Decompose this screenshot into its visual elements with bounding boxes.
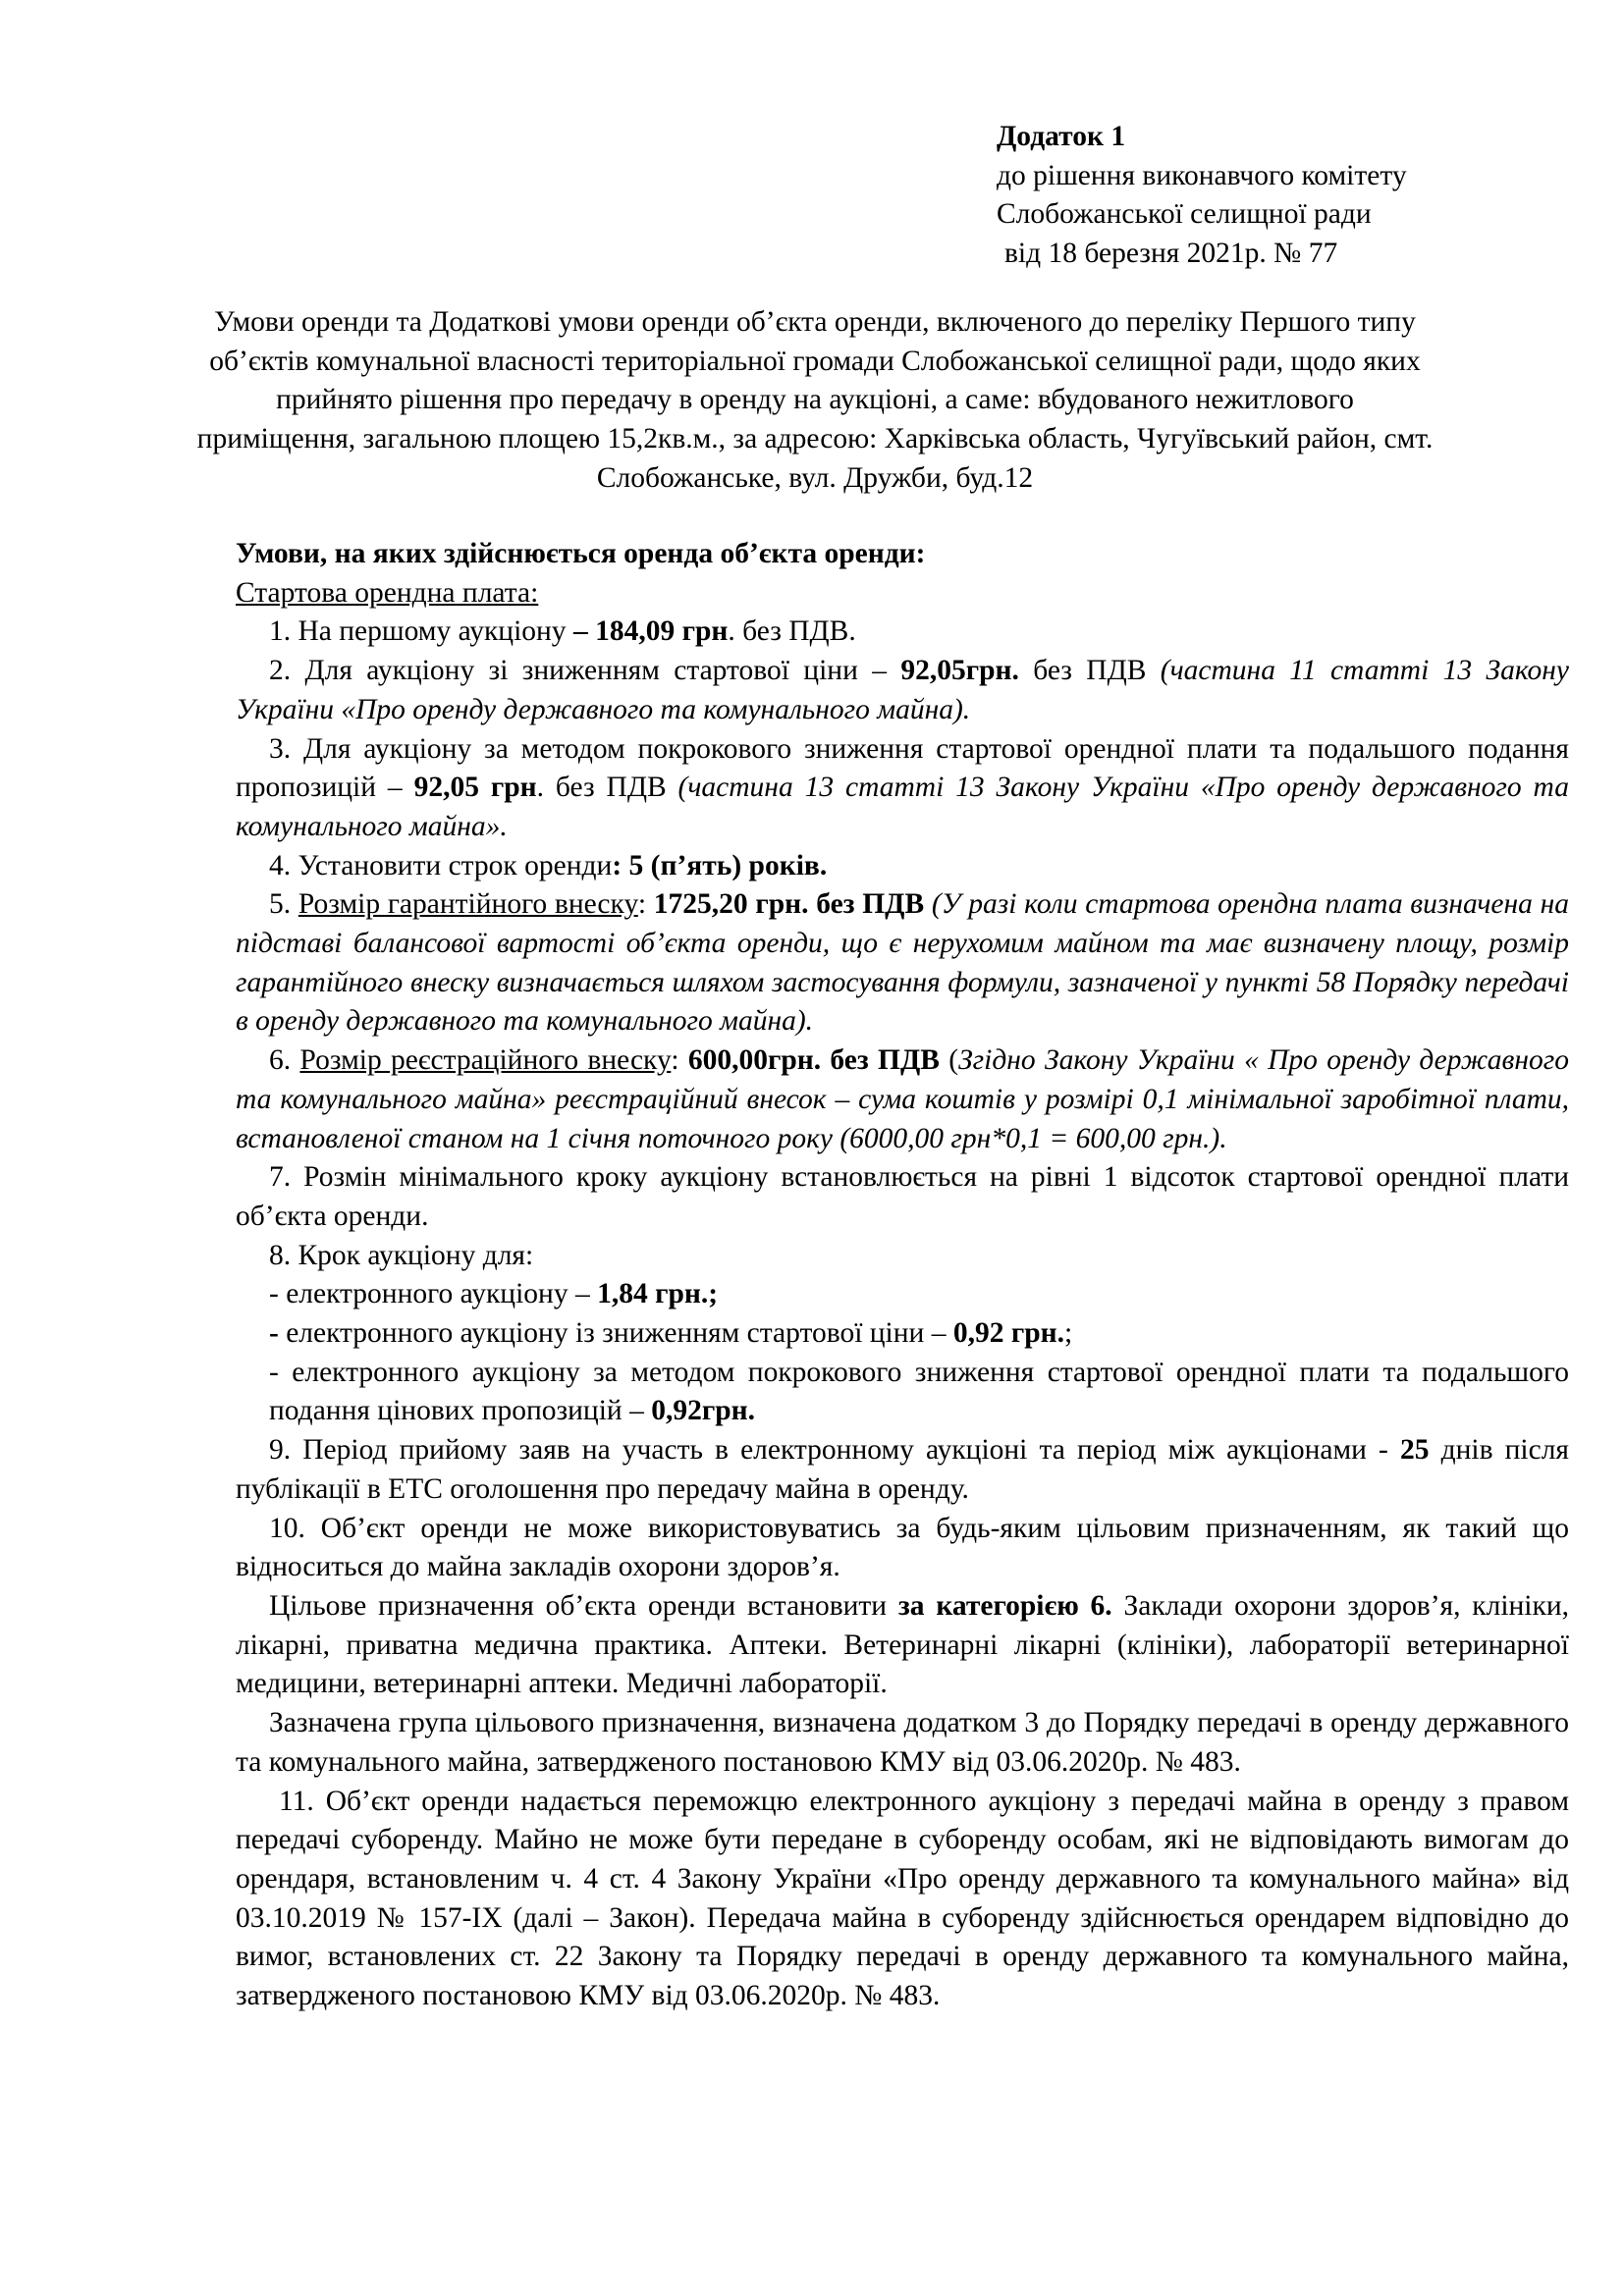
item-10: 10. Об’єкт оренди не може використовуватись за будь-яким цільовим призначенням, як такий що відноситься до майна закладів охорони здоров’я.: [236, 1512, 1569, 1583]
start-rent-label: Стартова орендна плата:: [236, 576, 539, 609]
item-5: 5. Розмір гарантійного внеску: 1725,20 грн. без ПДВ (У разі коли стартова орендна плата визначена на підставі балансової вартості об’єкта оренди, що є нерухомим майном та має визначену площу, розмір гарантійного внеску визначається шляхом застосування формули, зазначеної у пункті 58 Порядку передачі в оренду державного та комунального майна).: [236, 888, 1569, 1038]
purpose-paragraph: Цільове призначення об’єкта оренди встановити за категорією 6. Заклади охорони здоров’я, клініки, лікарні, приватна медична практика. Аптеки. Ветеринарні лікарні (клініки), лабораторії ветеринарної медицини, ветеринарні аптеки. Медичні лабораторії.: [236, 1589, 1569, 1700]
item-3: 3. Для аукціону за методом покрокового зниження стартової орендної плати та подальшого подання пропозицій – 92,05 грн. без ПДВ (частина 13 статті 13 Закону України «Про оренду державного та комунального майна».: [236, 732, 1569, 842]
item-8: 8. Крок аукціону для:: [269, 1239, 534, 1271]
appendix-date-line: від 18 березня 2021р. № 77: [1004, 238, 1338, 270]
item-1: 1. На першому аукціону – 184,09 грн. без ПДВ.: [269, 615, 856, 648]
item-8-b: - електронного аукціону із зниженням стартової ціни – 0,92 грн.;: [269, 1317, 1073, 1350]
appendix-ref-line: до рішення виконавчого комітету: [997, 159, 1407, 191]
item-8-a: - електронного аукціону – 1,84 грн.;: [269, 1278, 719, 1310]
appendix-title: Додаток 1: [997, 121, 1126, 152]
appendix-header: [997, 118, 1586, 274]
item-9: 9. Період прийому заяв на участь в електронному аукціоні та період між аукціонами - 25 днів після публікації в ЕТС оголошення про передачу майна в оренду.: [236, 1434, 1569, 1505]
item-2: 2. Для аукціону зі зниженням стартової ціни – 92,05грн. без ПДВ (частина 11 статті 13 Закону України «Про оренду державного та комунального майна).: [236, 655, 1569, 725]
section-heading: Умови, на яких здійснюється оренда об’єкта оренди:: [236, 538, 926, 569]
document-title: Умови оренди та Додаткові умови оренди об’єкта оренди, включеного до переліку Першого типу об’єктів комунальної власності територіальної громади Слобожанської селищної ради, щодо яких прийнято рішення про передачу в оренду на аукціоні, а саме: вбудованого нежитлового приміщення, загальною площею 15,2кв.м., за адресою: Харківська область, Чугуївський район, смт. Слобожанське, вул. Дружби, буд.12: [196, 306, 1434, 494]
appendix-council-line: Слобожанської селищної ради: [997, 198, 1372, 231]
purpose-group-paragraph: Зазначена група цільового призначення, визначена додатком 3 до Порядку передачі в оренду державного та комунального майна, затвердженого постановою КМУ від 03.06.2020р. № 483.: [236, 1707, 1569, 1778]
item-4: 4. Установити строк оренди: 5 (п’ять) років.: [269, 849, 828, 881]
item-11: 11. Об’єкт оренди надається переможцю електронного аукціону з передачі майна в оренду з правом передачі суборенду. Майно не може бути передане в суборенду особам, які не відповідають вимогам до орендаря, встановленим ч. 4 ст. 4 Закону України «Про оренду державного та комунального майна» від 03.10.2019 № 157-IX (далі – Закон). Передача майна в суборенду здійснюється орендарем відповідно до вимог, встановлених ст. 22 Закону та Порядку передачі в оренду державного та комунального майна, затвердженого постановою КМУ від 03.06.2020р. № 483.: [236, 1785, 1569, 2012]
item-6: 6. Розмір реєстраційного внеску: 600,00грн. без ПДВ (Згідно Закону України « Про оренду державного та комунального майна» реєстраційний внесок – сума коштів у розмірі 0,1 мінімальної заробітної плати, встановленої станом на 1 січня поточного року (6000,00 грн*0,1 = 600,00 грн.).: [236, 1044, 1569, 1154]
item-7: 7. Розмін мінімального кроку аукціону встановлюється на рівні 1 відсоток стартової орендної плати об’єкта оренди.: [236, 1161, 1569, 1232]
item-8-c: - електронного аукціону за методом покрокового зниження стартової орендної плати та подальшого подання цінових пропозицій – 0,92грн.: [269, 1356, 1569, 1427]
document-body: [236, 535, 1569, 2016]
